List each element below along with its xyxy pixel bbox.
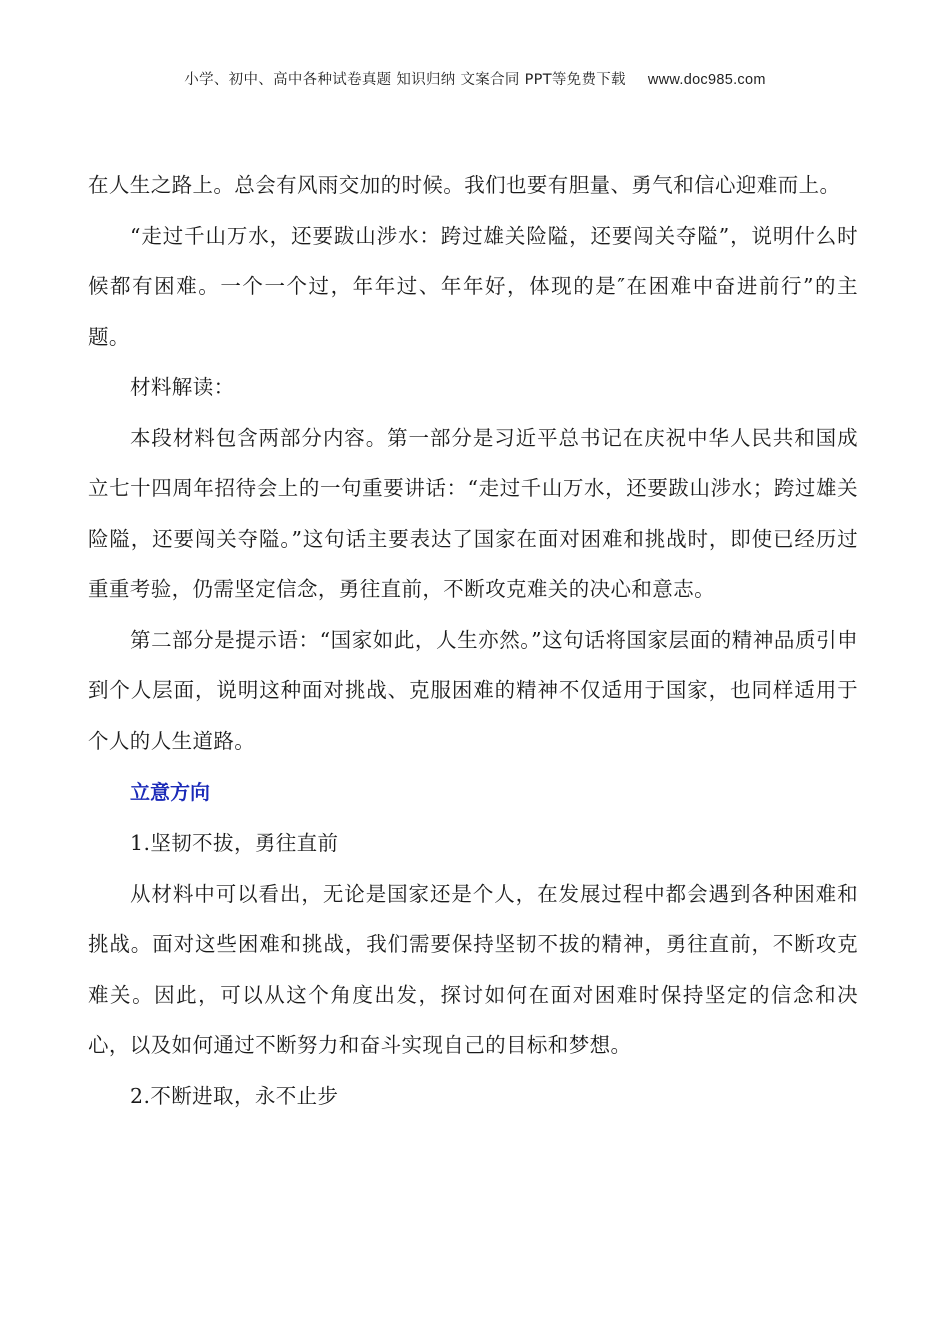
document-body [88,160,858,1121]
item1-body: 从材料中可以看出，无论是国家还是个人，在发展过程中都会遇到各种困难和挑战。面对这些困难和挑战，我们需要保持坚韧不拔的精神，勇往直前，不断攻克难关。因此，可以从这个角度出发，探讨如何在面对困难时保持坚定的信念和决心，以及如何通过不断努力和奋斗实现自己的目标和梦想。 [88,881,858,1057]
paragraph-quote-explanation: “走过千山万水，还要跋山涉水：跨过雄关险隘，还要闯关夺隘”，说明什么时候都有困难。一个一个过，年年过、年年好，体现的是″在困难中奋进前行”的主题。 [88,223,858,349]
section-heading: 立意方向 [130,780,210,804]
item2-title: 2.不断进取，永不止步 [130,1083,339,1108]
item1-title: 1.坚韧不拔，勇往直前 [130,831,339,855]
page-header [0,68,950,89]
paragraph-material-part2: 第二部分是提示语：“国家如此，人生亦然。”这句话将国家层面的精神品质引申到个人层面，说明这种面对挑战、克服困难的精神不仅适用于国家，也同样适用于个人的人生道路。 [88,627,858,753]
paragraph-material-part1: 本段材料包含两部分内容。第一部分是习近平总书记在庆祝中华人民共和国成立七十四周年招待会上的一句重要讲话：“走过千山万水，还要跋山涉水；跨过雄关险隘，还要闯关夺隘。”这句话主要表达了国家在面对困难和挑战时，即使已经历过重重考验，仍需坚定信念，勇往直前，不断攻克难关的决心和意志。 [88,425,858,601]
material-reading-label: 材料解读： [130,375,235,399]
header-text: 小学、初中、高中各种试卷真题 知识归纳 文案合同 PPT等免费下载 [184,72,626,88]
header-site-url[interactable]: www.doc985.com [647,72,766,88]
paragraph-intro: 在人生之路上。总会有风雨交加的时候。我们也要有胆量、勇气和信心迎难而上。 [88,173,841,197]
